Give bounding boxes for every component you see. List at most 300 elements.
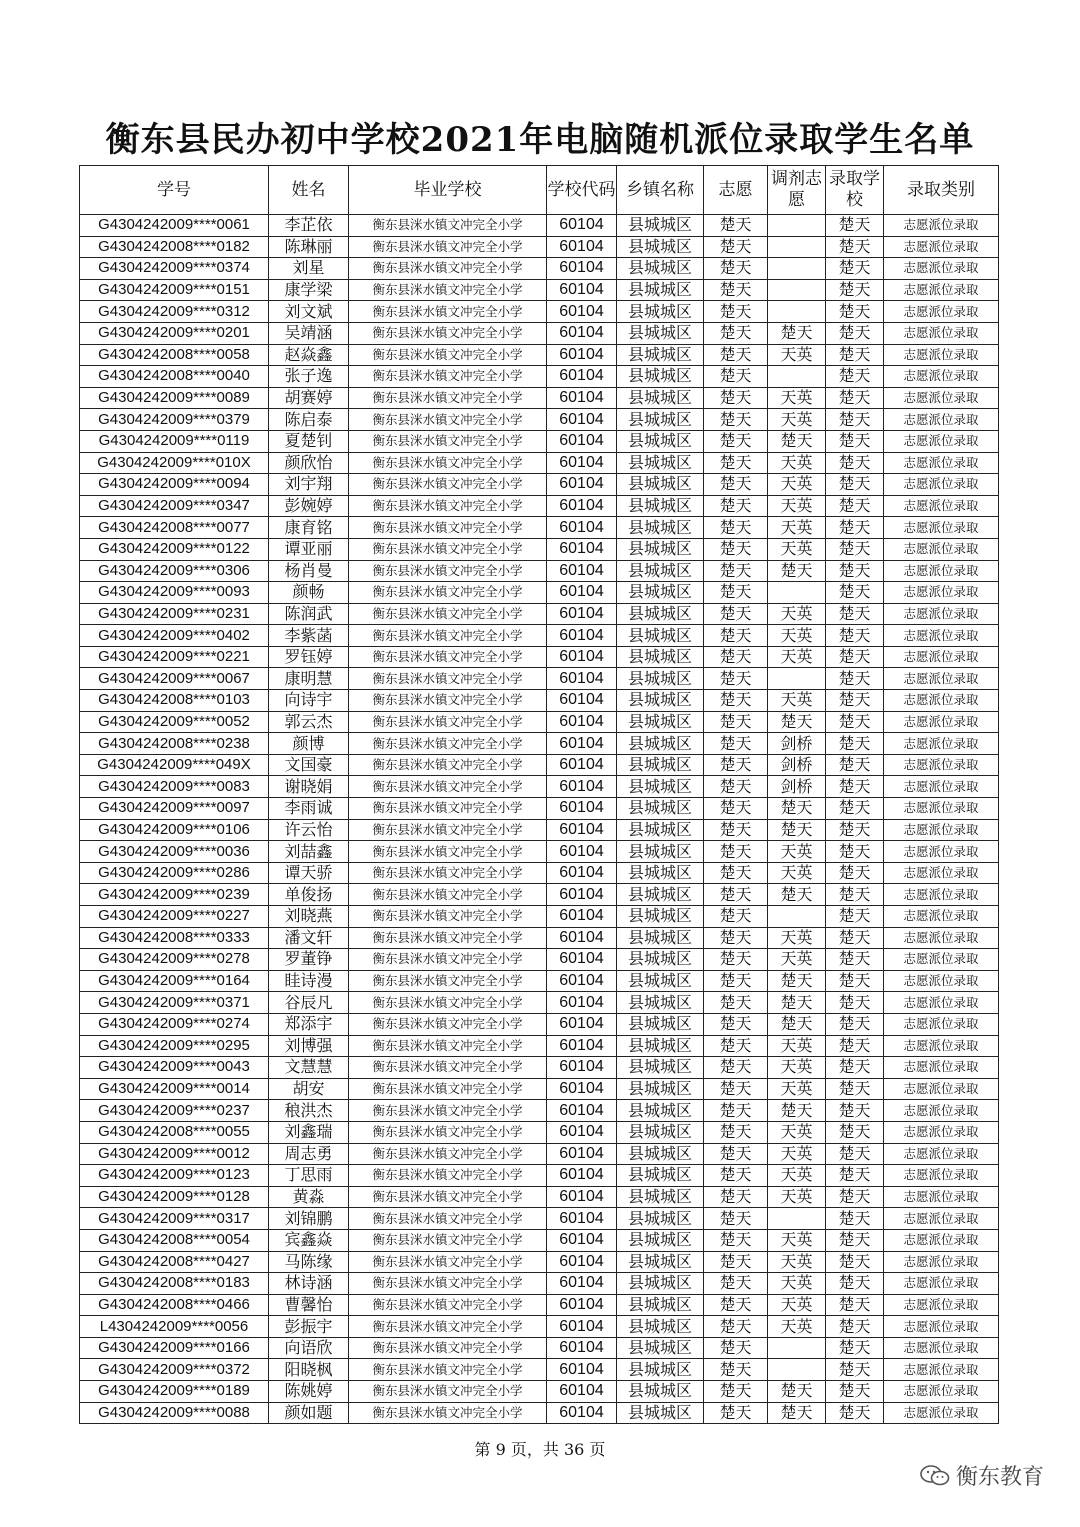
- school-cell: 衡东县洣水镇文冲完全小学: [349, 258, 547, 280]
- admit-cell: 楚天: [826, 1316, 884, 1338]
- student-id-cell: G4304242009****0286: [80, 862, 269, 884]
- admit-cell: 楚天: [826, 1013, 884, 1035]
- admit-cell: 楚天: [826, 258, 884, 280]
- table-body: [80, 215, 999, 1424]
- wish-cell: 楚天: [704, 1013, 768, 1035]
- header-student-id: 学号: [80, 166, 269, 215]
- name-cell: 稂洪杰: [269, 1100, 349, 1122]
- category-cell: 志愿派位录取: [884, 1381, 999, 1403]
- wish-cell: 楚天: [704, 819, 768, 841]
- wish-cell: 楚天: [704, 1337, 768, 1359]
- name-cell: 林诗涵: [269, 1273, 349, 1295]
- code-cell: 60104: [547, 1208, 617, 1230]
- code-cell: 60104: [547, 1294, 617, 1316]
- wish-cell: 楚天: [704, 582, 768, 604]
- adjust-cell: 天英: [768, 452, 826, 474]
- township-cell: 县城城区: [617, 690, 704, 712]
- township-cell: 县城城区: [617, 1402, 704, 1424]
- table-row: [80, 1186, 999, 1208]
- township-cell: 县城城区: [617, 884, 704, 906]
- student-id-cell: G4304242009****0083: [80, 776, 269, 798]
- adjust-cell: 天英: [768, 344, 826, 366]
- wish-cell: 楚天: [704, 279, 768, 301]
- school-cell: 衡东县洣水镇文冲完全小学: [349, 1186, 547, 1208]
- category-cell: 志愿派位录取: [884, 452, 999, 474]
- wish-cell: 楚天: [704, 387, 768, 409]
- student-id-cell: G4304242009****0227: [80, 906, 269, 928]
- school-cell: 衡东县洣水镇文冲完全小学: [349, 495, 547, 517]
- wish-cell: 楚天: [704, 970, 768, 992]
- admit-cell: 楚天: [826, 344, 884, 366]
- adjust-cell: 天英: [768, 841, 826, 863]
- adjust-cell: 天英: [768, 603, 826, 625]
- name-cell: 刘宇翔: [269, 474, 349, 496]
- category-cell: 志愿派位录取: [884, 970, 999, 992]
- category-cell: 志愿派位录取: [884, 992, 999, 1014]
- school-cell: 衡东县洣水镇文冲完全小学: [349, 1359, 547, 1381]
- adjust-cell: 天英: [768, 625, 826, 647]
- code-cell: 60104: [547, 1035, 617, 1057]
- school-cell: 衡东县洣水镇文冲完全小学: [349, 215, 547, 237]
- name-cell: 杨肖曼: [269, 560, 349, 582]
- adjust-cell: 天英: [768, 1057, 826, 1079]
- table-row: [80, 322, 999, 344]
- student-id-cell: G4304242009****0372: [80, 1359, 269, 1381]
- table-row: [80, 711, 999, 733]
- adjust-cell: [768, 582, 826, 604]
- adjust-cell: 天英: [768, 474, 826, 496]
- school-cell: 衡东县洣水镇文冲完全小学: [349, 711, 547, 733]
- name-cell: 刘文斌: [269, 301, 349, 323]
- code-cell: 60104: [547, 1273, 617, 1295]
- township-cell: 县城城区: [617, 258, 704, 280]
- name-cell: 文慧慧: [269, 1057, 349, 1079]
- table-row: [80, 776, 999, 798]
- name-cell: 刘星: [269, 258, 349, 280]
- name-cell: 胡赛婷: [269, 387, 349, 409]
- name-cell: 张子逸: [269, 366, 349, 388]
- township-cell: 县城城区: [617, 1186, 704, 1208]
- adjust-cell: 天英: [768, 1316, 826, 1338]
- code-cell: 60104: [547, 322, 617, 344]
- header-adjust: 调剂志愿: [768, 166, 826, 215]
- school-cell: 衡东县洣水镇文冲完全小学: [349, 560, 547, 582]
- category-cell: 志愿派位录取: [884, 1337, 999, 1359]
- student-id-cell: G4304242009****0123: [80, 1165, 269, 1187]
- wish-cell: 楚天: [704, 1121, 768, 1143]
- student-id-cell: G4304242009****0151: [80, 279, 269, 301]
- adjust-cell: [768, 215, 826, 237]
- code-cell: 60104: [547, 711, 617, 733]
- admit-cell: 楚天: [826, 1402, 884, 1424]
- adjust-cell: 天英: [768, 690, 826, 712]
- code-cell: 60104: [547, 733, 617, 755]
- township-cell: 县城城区: [617, 1078, 704, 1100]
- adjust-cell: 天英: [768, 1078, 826, 1100]
- admit-cell: 楚天: [826, 387, 884, 409]
- student-id-cell: G4304242009****010X: [80, 452, 269, 474]
- wish-cell: 楚天: [704, 1359, 768, 1381]
- table-row: [80, 1359, 999, 1381]
- school-cell: 衡东县洣水镇文冲完全小学: [349, 1294, 547, 1316]
- admit-cell: 楚天: [826, 301, 884, 323]
- table-row: [80, 646, 999, 668]
- school-cell: 衡东县洣水镇文冲完全小学: [349, 430, 547, 452]
- admit-cell: 楚天: [826, 819, 884, 841]
- township-cell: 县城城区: [617, 906, 704, 928]
- code-cell: 60104: [547, 344, 617, 366]
- header-admit: 录取学校: [826, 166, 884, 215]
- name-cell: 颜畅: [269, 582, 349, 604]
- adjust-cell: [768, 279, 826, 301]
- name-cell: 陈琳丽: [269, 236, 349, 258]
- code-cell: 60104: [547, 1100, 617, 1122]
- category-cell: 志愿派位录取: [884, 1121, 999, 1143]
- township-cell: 县城城区: [617, 236, 704, 258]
- township-cell: 县城城区: [617, 366, 704, 388]
- code-cell: 60104: [547, 1165, 617, 1187]
- admit-cell: 楚天: [826, 1381, 884, 1403]
- category-cell: 志愿派位录取: [884, 279, 999, 301]
- township-cell: 县城城区: [617, 1359, 704, 1381]
- table-row: [80, 366, 999, 388]
- student-id-cell: G4304242008****0055: [80, 1121, 269, 1143]
- wish-cell: 楚天: [704, 344, 768, 366]
- table-row: [80, 906, 999, 928]
- wish-cell: 楚天: [704, 798, 768, 820]
- table-row: [80, 582, 999, 604]
- student-id-cell: G4304242009****0306: [80, 560, 269, 582]
- township-cell: 县城城区: [617, 733, 704, 755]
- student-id-cell: G4304242009****0317: [80, 1208, 269, 1230]
- student-id-cell: G4304242009****0122: [80, 538, 269, 560]
- category-cell: 志愿派位录取: [884, 841, 999, 863]
- code-cell: 60104: [547, 1143, 617, 1165]
- name-cell: 郭云杰: [269, 711, 349, 733]
- category-cell: 志愿派位录取: [884, 1165, 999, 1187]
- school-cell: 衡东县洣水镇文冲完全小学: [349, 1078, 547, 1100]
- admit-cell: 楚天: [826, 215, 884, 237]
- name-cell: 曹馨怡: [269, 1294, 349, 1316]
- code-cell: 60104: [547, 1402, 617, 1424]
- name-cell: 李芷依: [269, 215, 349, 237]
- wish-cell: 楚天: [704, 603, 768, 625]
- wish-cell: 楚天: [704, 1294, 768, 1316]
- header-name: 姓名: [269, 166, 349, 215]
- school-cell: 衡东县洣水镇文冲完全小学: [349, 841, 547, 863]
- code-cell: 60104: [547, 603, 617, 625]
- township-cell: 县城城区: [617, 1294, 704, 1316]
- category-cell: 志愿派位录取: [884, 430, 999, 452]
- admit-cell: 楚天: [826, 1359, 884, 1381]
- adjust-cell: 天英: [768, 1165, 826, 1187]
- adjust-cell: 天英: [768, 1143, 826, 1165]
- admit-cell: 楚天: [826, 1337, 884, 1359]
- header-category: 录取类别: [884, 166, 999, 215]
- admit-cell: 楚天: [826, 992, 884, 1014]
- admit-cell: 楚天: [826, 366, 884, 388]
- school-cell: 衡东县洣水镇文冲完全小学: [349, 862, 547, 884]
- student-id-cell: G4304242009****0189: [80, 1381, 269, 1403]
- township-cell: 县城城区: [617, 1229, 704, 1251]
- code-cell: 60104: [547, 1078, 617, 1100]
- student-id-cell: G4304242009****0014: [80, 1078, 269, 1100]
- adjust-cell: 天英: [768, 862, 826, 884]
- wish-cell: 楚天: [704, 430, 768, 452]
- category-cell: 志愿派位录取: [884, 798, 999, 820]
- name-cell: 陈启泰: [269, 409, 349, 431]
- table-row: [80, 754, 999, 776]
- wish-cell: 楚天: [704, 949, 768, 971]
- adjust-cell: [768, 668, 826, 690]
- category-cell: 志愿派位录取: [884, 1013, 999, 1035]
- wish-cell: 楚天: [704, 409, 768, 431]
- code-cell: 60104: [547, 798, 617, 820]
- student-id-cell: G4304242008****0077: [80, 517, 269, 539]
- name-cell: 陈姚婷: [269, 1381, 349, 1403]
- header-wish: 志愿: [704, 166, 768, 215]
- admit-cell: 楚天: [826, 798, 884, 820]
- township-cell: 县城城区: [617, 430, 704, 452]
- admit-cell: 楚天: [826, 430, 884, 452]
- code-cell: 60104: [547, 690, 617, 712]
- student-id-cell: G4304242008****0058: [80, 344, 269, 366]
- table-row: [80, 668, 999, 690]
- admit-cell: 楚天: [826, 603, 884, 625]
- township-cell: 县城城区: [617, 301, 704, 323]
- adjust-cell: 楚天: [768, 798, 826, 820]
- township-cell: 县城城区: [617, 322, 704, 344]
- adjust-cell: 天英: [768, 646, 826, 668]
- table-row: [80, 1057, 999, 1079]
- category-cell: 志愿派位录取: [884, 819, 999, 841]
- wish-cell: 楚天: [704, 1229, 768, 1251]
- admit-cell: 楚天: [826, 236, 884, 258]
- name-cell: 单俊扬: [269, 884, 349, 906]
- category-cell: 志愿派位录取: [884, 646, 999, 668]
- adjust-cell: 天英: [768, 409, 826, 431]
- student-id-cell: G4304242008****0040: [80, 366, 269, 388]
- code-cell: 60104: [547, 754, 617, 776]
- adjust-cell: 天英: [768, 1229, 826, 1251]
- student-id-cell: G4304242009****0274: [80, 1013, 269, 1035]
- student-id-cell: G4304242009****0094: [80, 474, 269, 496]
- township-cell: 县城城区: [617, 819, 704, 841]
- wish-cell: 楚天: [704, 1316, 768, 1338]
- code-cell: 60104: [547, 495, 617, 517]
- school-cell: 衡东县洣水镇文冲完全小学: [349, 1381, 547, 1403]
- admit-cell: 楚天: [826, 1273, 884, 1295]
- student-id-cell: G4304242009****0221: [80, 646, 269, 668]
- table-row: [80, 1165, 999, 1187]
- name-cell: 颜博: [269, 733, 349, 755]
- table-row: [80, 1273, 999, 1295]
- table-row: [80, 819, 999, 841]
- category-cell: 志愿派位录取: [884, 1186, 999, 1208]
- category-cell: 志愿派位录取: [884, 884, 999, 906]
- student-id-cell: G4304242008****0183: [80, 1273, 269, 1295]
- wish-cell: 楚天: [704, 884, 768, 906]
- wish-cell: 楚天: [704, 560, 768, 582]
- category-cell: 志愿派位录取: [884, 1359, 999, 1381]
- township-cell: 县城城区: [617, 215, 704, 237]
- school-cell: 衡东县洣水镇文冲完全小学: [349, 603, 547, 625]
- category-cell: 志愿派位录取: [884, 366, 999, 388]
- student-id-cell: G4304242009****0093: [80, 582, 269, 604]
- wish-cell: 楚天: [704, 1208, 768, 1230]
- category-cell: 志愿派位录取: [884, 1078, 999, 1100]
- school-cell: 衡东县洣水镇文冲完全小学: [349, 949, 547, 971]
- adjust-cell: 天英: [768, 1273, 826, 1295]
- code-cell: 60104: [547, 819, 617, 841]
- name-cell: 文国豪: [269, 754, 349, 776]
- wish-cell: 楚天: [704, 711, 768, 733]
- category-cell: 志愿派位录取: [884, 582, 999, 604]
- student-id-cell: G4304242009****0164: [80, 970, 269, 992]
- student-id-cell: G4304242009****0012: [80, 1143, 269, 1165]
- adjust-cell: [768, 301, 826, 323]
- admit-cell: 楚天: [826, 1186, 884, 1208]
- student-id-cell: G4304242009****0043: [80, 1057, 269, 1079]
- student-id-cell: G4304242009****0201: [80, 322, 269, 344]
- name-cell: 李紫菡: [269, 625, 349, 647]
- school-cell: 衡东县洣水镇文冲完全小学: [349, 344, 547, 366]
- student-id-cell: L4304242009****0056: [80, 1316, 269, 1338]
- code-cell: 60104: [547, 474, 617, 496]
- adjust-cell: 天英: [768, 1294, 826, 1316]
- township-cell: 县城城区: [617, 474, 704, 496]
- name-cell: 刘喆鑫: [269, 841, 349, 863]
- category-cell: 志愿派位录取: [884, 668, 999, 690]
- school-cell: 衡东县洣水镇文冲完全小学: [349, 1273, 547, 1295]
- wish-cell: 楚天: [704, 776, 768, 798]
- student-id-cell: G4304242009****0036: [80, 841, 269, 863]
- wish-cell: 楚天: [704, 474, 768, 496]
- adjust-cell: 楚天: [768, 970, 826, 992]
- adjust-cell: [768, 366, 826, 388]
- admit-cell: 楚天: [826, 279, 884, 301]
- code-cell: 60104: [547, 927, 617, 949]
- table-row: [80, 841, 999, 863]
- admit-cell: 楚天: [826, 776, 884, 798]
- code-cell: 60104: [547, 1337, 617, 1359]
- school-cell: 衡东县洣水镇文冲完全小学: [349, 776, 547, 798]
- table-row: [80, 430, 999, 452]
- category-cell: 志愿派位录取: [884, 1100, 999, 1122]
- school-cell: 衡东县洣水镇文冲完全小学: [349, 279, 547, 301]
- code-cell: 60104: [547, 1229, 617, 1251]
- table-row: [80, 949, 999, 971]
- wish-cell: 楚天: [704, 754, 768, 776]
- code-cell: 60104: [547, 215, 617, 237]
- township-cell: 县城城区: [617, 1121, 704, 1143]
- admit-cell: 楚天: [826, 646, 884, 668]
- school-cell: 衡东县洣水镇文冲完全小学: [349, 1316, 547, 1338]
- student-id-cell: G4304242009****049X: [80, 754, 269, 776]
- category-cell: 志愿派位录取: [884, 949, 999, 971]
- code-cell: 60104: [547, 992, 617, 1014]
- table-row: [80, 387, 999, 409]
- name-cell: 刘锦鹏: [269, 1208, 349, 1230]
- code-cell: 60104: [547, 301, 617, 323]
- student-id-cell: G4304242009****0231: [80, 603, 269, 625]
- category-cell: 志愿派位录取: [884, 1229, 999, 1251]
- wish-cell: 楚天: [704, 366, 768, 388]
- school-cell: 衡东县洣水镇文冲完全小学: [349, 474, 547, 496]
- school-cell: 衡东县洣水镇文冲完全小学: [349, 927, 547, 949]
- school-cell: 衡东县洣水镇文冲完全小学: [349, 366, 547, 388]
- adjust-cell: 楚天: [768, 819, 826, 841]
- name-cell: 宾鑫焱: [269, 1229, 349, 1251]
- school-cell: 衡东县洣水镇文冲完全小学: [349, 819, 547, 841]
- student-id-cell: G4304242009****0347: [80, 495, 269, 517]
- adjust-cell: 楚天: [768, 1100, 826, 1122]
- wish-cell: 楚天: [704, 1035, 768, 1057]
- page-title: 衡东县民办初中学校2021年电脑随机派位录取学生名单: [105, 120, 975, 160]
- category-cell: 志愿派位录取: [884, 906, 999, 928]
- adjust-cell: 天英: [768, 538, 826, 560]
- township-cell: 县城城区: [617, 1057, 704, 1079]
- township-cell: 县城城区: [617, 1143, 704, 1165]
- wish-cell: 楚天: [704, 625, 768, 647]
- school-cell: 衡东县洣水镇文冲完全小学: [349, 1035, 547, 1057]
- category-cell: 志愿派位录取: [884, 236, 999, 258]
- adjust-cell: [768, 1208, 826, 1230]
- wish-cell: 楚天: [704, 841, 768, 863]
- table-row: [80, 884, 999, 906]
- name-cell: 陈润武: [269, 603, 349, 625]
- name-cell: 夏楚钊: [269, 430, 349, 452]
- wish-cell: 楚天: [704, 301, 768, 323]
- admit-cell: 楚天: [826, 884, 884, 906]
- code-cell: 60104: [547, 430, 617, 452]
- student-id-cell: G4304242009****0128: [80, 1186, 269, 1208]
- name-cell: 刘鑫瑞: [269, 1121, 349, 1143]
- student-id-cell: G4304242009****0106: [80, 819, 269, 841]
- student-id-cell: G4304242008****0333: [80, 927, 269, 949]
- table-row: [80, 798, 999, 820]
- name-cell: 康育铭: [269, 517, 349, 539]
- code-cell: 60104: [547, 1381, 617, 1403]
- table-row: [80, 603, 999, 625]
- table-row: [80, 1143, 999, 1165]
- table-row: [80, 625, 999, 647]
- adjust-cell: 剑桥: [768, 754, 826, 776]
- school-cell: 衡东县洣水镇文冲完全小学: [349, 992, 547, 1014]
- admit-cell: 楚天: [826, 1229, 884, 1251]
- name-cell: 马陈缘: [269, 1251, 349, 1273]
- wish-cell: 楚天: [704, 1143, 768, 1165]
- table-row: [80, 1078, 999, 1100]
- code-cell: 60104: [547, 560, 617, 582]
- admit-cell: 楚天: [826, 862, 884, 884]
- school-cell: 衡东县洣水镇文冲完全小学: [349, 798, 547, 820]
- admit-cell: 楚天: [826, 495, 884, 517]
- township-cell: 县城城区: [617, 1381, 704, 1403]
- code-cell: 60104: [547, 452, 617, 474]
- township-cell: 县城城区: [617, 798, 704, 820]
- name-cell: 黄淼: [269, 1186, 349, 1208]
- admit-cell: 楚天: [826, 560, 884, 582]
- wish-cell: 楚天: [704, 1273, 768, 1295]
- student-id-cell: G4304242009****0239: [80, 884, 269, 906]
- wish-cell: 楚天: [704, 1100, 768, 1122]
- township-cell: 县城城区: [617, 603, 704, 625]
- name-cell: 谷辰凡: [269, 992, 349, 1014]
- table-row: [80, 344, 999, 366]
- name-cell: 向诗宇: [269, 690, 349, 712]
- admit-cell: 楚天: [826, 690, 884, 712]
